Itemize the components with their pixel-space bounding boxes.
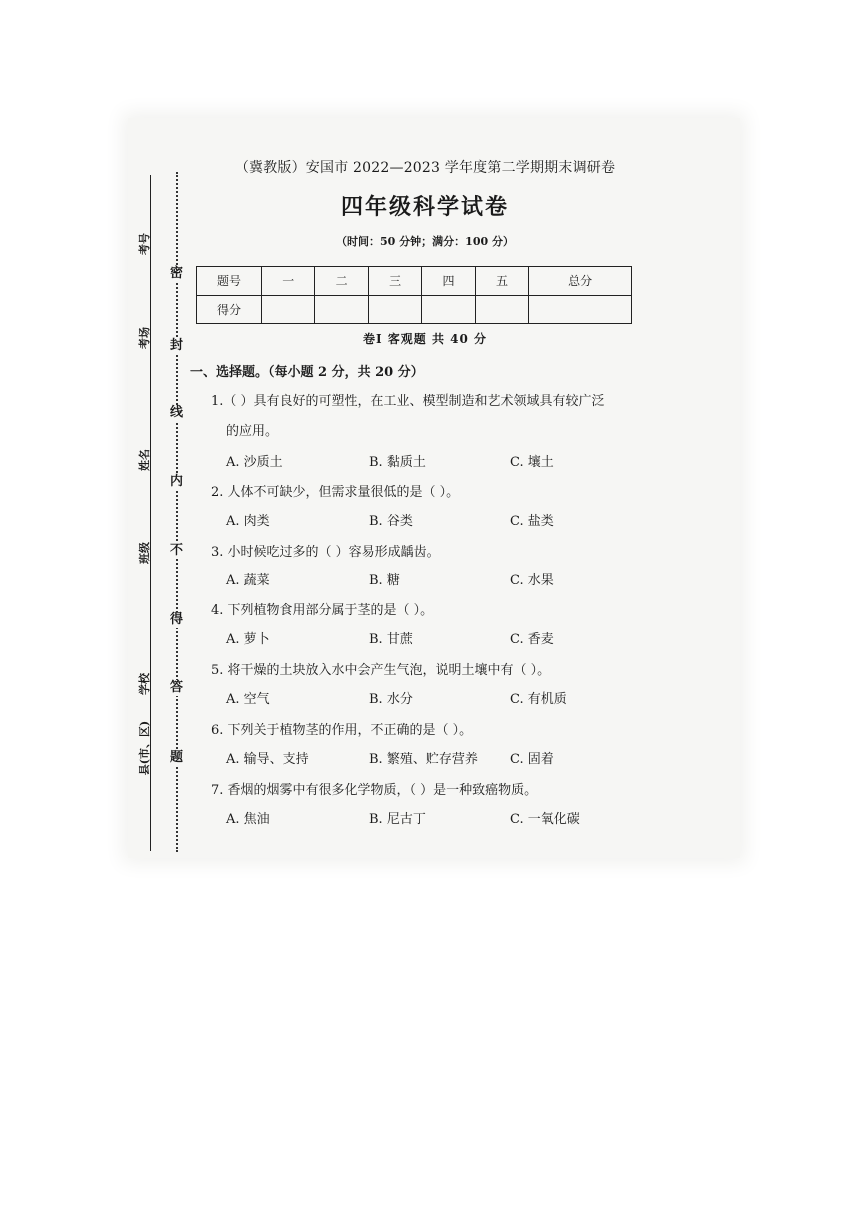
option-b: B. 谷类 [369,514,413,529]
option-a: A. 沙质土 [226,455,283,470]
option-c: C. 固着 [510,752,554,767]
question-stem: 1.（ ）具有良好的可塑性，在工业、模型制造和艺术领域具有较广泛 [211,394,605,409]
score-table-header-cell: 二 [315,267,368,296]
exam-series-title: （冀教版）安国市 2022—2023 学年度第二学期期末调研卷 [234,160,616,176]
option-a: A. 萝卜 [226,632,270,647]
seal-char: 不 [170,543,184,558]
score-cell-empty[interactable] [315,295,368,324]
option-c: C. 壤土 [510,455,554,470]
option-b: B. 尼古丁 [369,812,426,827]
option-b: B. 甘蔗 [369,632,413,647]
score-table-header-cell: 一 [262,267,315,296]
score-table-header-cell: 四 [422,267,475,296]
score-cell-empty[interactable] [529,295,632,324]
seal-char: 得 [170,612,184,627]
margin-label-school: 学校 [138,673,151,695]
option-c: C. 水果 [510,573,554,588]
question-stem: 3. 小时候吃过多的（ ）容易形成龋齿。 [211,545,440,560]
seal-char: 题 [170,750,184,765]
option-a: A. 空气 [226,692,270,707]
margin-label-class: 班级 [138,542,151,564]
score-table-header-cell: 五 [475,267,528,296]
score-table-score-row [197,295,632,324]
seal-char: 密 [170,266,184,281]
question-stem-continued: 的应用。 [226,424,279,439]
seal-char: 线 [170,405,184,420]
score-table [196,266,632,324]
score-cell-empty[interactable] [422,295,475,324]
score-table-header-row [197,267,632,296]
question-stem: 6. 下列关于植物茎的作用，不正确的是（ ）。 [211,723,473,738]
margin-label-county: 县(市、区) [138,720,151,776]
seal-char: 封 [170,338,184,353]
part-heading: 一、选择题。（每小题 2 分，共 20 分） [190,365,424,380]
section-title: 卷Ⅰ 客观题 共 40 分 [362,332,488,346]
option-b: B. 水分 [369,692,413,707]
exam-title: 四年级科学试卷 [340,194,509,220]
score-row-label: 得分 [197,295,262,324]
option-c: C. 盐类 [510,514,554,529]
score-table-header-cell: 题号 [197,267,262,296]
option-a: A. 焦油 [226,812,270,827]
question-stem: 2. 人体不可缺少，但需求量很低的是（ ）。 [211,485,460,500]
question-stem: 7. 香烟的烟雾中有很多化学物质，（ ）是一种致癌物质。 [211,783,538,798]
option-c: C. 香麦 [510,632,554,647]
seal-char: 答 [170,680,184,695]
margin-label-name: 姓名 [138,449,151,471]
option-b: B. 黏质土 [369,455,426,470]
score-cell-empty[interactable] [368,295,421,324]
score-table-header-cell: 总分 [529,267,632,296]
option-b: B. 繁殖、贮存营养 [369,752,478,767]
option-a: A. 蔬菜 [226,573,270,588]
score-table-header-cell: 三 [368,267,421,296]
question-stem: 5. 将干燥的土块放入水中会产生气泡，说明土壤中有（ ）。 [211,663,551,678]
option-c: C. 有机质 [510,692,567,707]
option-a: A. 肉类 [226,514,270,529]
score-cell-empty[interactable] [475,295,528,324]
margin-label-exam-room: 考场 [138,327,151,349]
option-c: C. 一氧化碳 [510,812,580,827]
margin-label-exam-number: 考号 [138,233,151,255]
exam-time-info: （时间：50 分钟；满分：100 分） [336,235,514,248]
score-cell-empty[interactable] [262,295,315,324]
option-b: B. 糖 [369,573,400,588]
option-a: A. 输导、支持 [226,752,309,767]
question-stem: 4. 下列植物食用部分属于茎的是（ ）。 [211,603,434,618]
seal-char: 内 [170,474,184,489]
